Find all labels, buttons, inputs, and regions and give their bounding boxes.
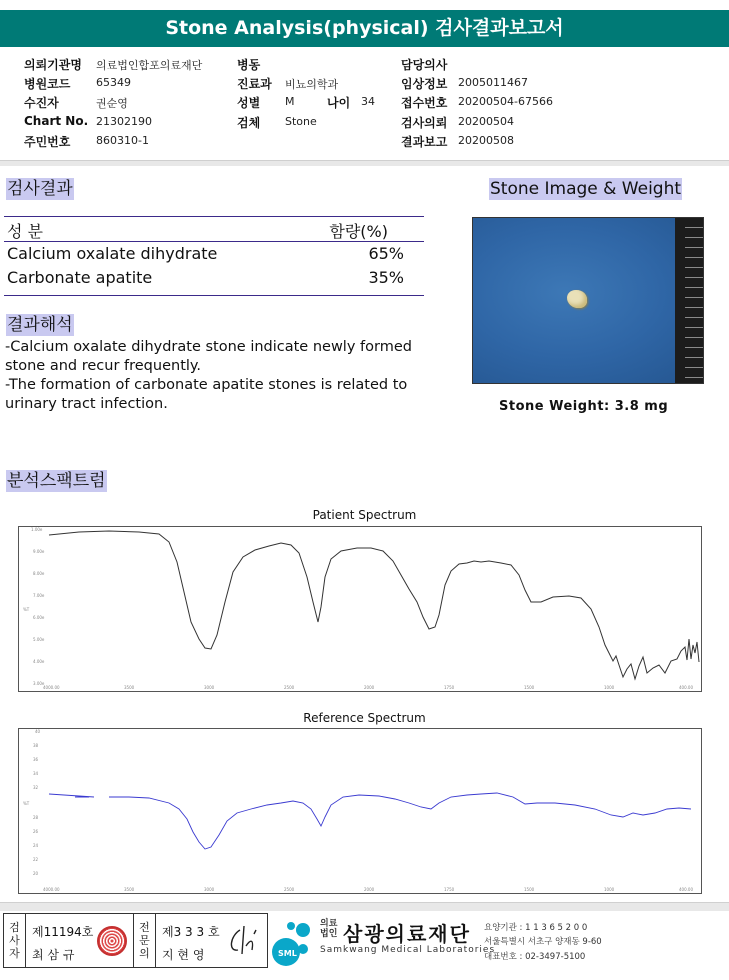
info-value-accession-no: 20200504-67566 bbox=[458, 95, 553, 108]
stone-weight: Stone Weight: 3.8 mg bbox=[499, 399, 669, 414]
svg-text:%T: %T bbox=[23, 607, 30, 612]
info-value-chart-no: 21302190 bbox=[96, 115, 152, 128]
corp-type-label bbox=[320, 919, 337, 939]
svg-text:9.00e: 9.00e bbox=[33, 549, 45, 554]
component-name: Carbonate apatite bbox=[7, 268, 153, 287]
patient-info bbox=[0, 56, 729, 156]
patient-spectrum-caption: Patient Spectrum bbox=[312, 508, 417, 522]
reference-spectrum-svg bbox=[19, 729, 701, 893]
table-bottom-rule bbox=[4, 290, 424, 296]
info-label-sex: 성별 bbox=[237, 96, 261, 110]
svg-text:6.00e: 6.00e bbox=[33, 615, 45, 620]
info-value-patient: 권순영 bbox=[96, 97, 128, 110]
svg-text:5.00e: 5.00e bbox=[33, 637, 45, 642]
info-value-clinical-info: 2005011467 bbox=[458, 76, 528, 89]
component-amount: 65% bbox=[368, 244, 404, 263]
stone-specimen bbox=[567, 290, 587, 308]
info-label-report-date: 결과보고 bbox=[401, 135, 448, 149]
svg-text:3500: 3500 bbox=[124, 887, 135, 892]
svg-text:34: 34 bbox=[33, 771, 39, 776]
header-component: 성 분 bbox=[7, 222, 43, 241]
report-title: Stone Analysis(physical) 검사결과보고서 bbox=[0, 10, 729, 47]
patient-spectrum-svg bbox=[19, 527, 701, 691]
svg-text:36: 36 bbox=[33, 757, 39, 762]
component-name: Calcium oxalate dihydrate bbox=[7, 244, 218, 263]
svg-text:2000: 2000 bbox=[364, 685, 375, 690]
company-address: 서울특별시 서초구 양재동 9-60 bbox=[484, 937, 602, 947]
inspector-name: 최 삼 규 bbox=[32, 948, 75, 962]
svg-text:2500: 2500 bbox=[284, 887, 295, 892]
inspector-seal-icon bbox=[97, 926, 127, 956]
info-label-doctor: 담당의사 bbox=[401, 58, 448, 72]
svg-text:22: 22 bbox=[33, 857, 39, 862]
specialist-license-no: 제3 3 3 호 bbox=[162, 925, 220, 939]
specialist-signature-icon bbox=[224, 922, 262, 958]
svg-text:28: 28 bbox=[33, 815, 39, 820]
info-value-specimen: Stone bbox=[285, 115, 317, 128]
patient-axis-ticks bbox=[23, 527, 693, 690]
header-amount: 함량(%) bbox=[329, 222, 388, 241]
specialist-name: 지 현 영 bbox=[162, 948, 205, 962]
svg-text:1000: 1000 bbox=[604, 887, 615, 892]
info-label-accession-no: 접수번호 bbox=[401, 96, 448, 110]
info-label-department: 진료과 bbox=[237, 77, 272, 91]
reference-spectrum-chart bbox=[18, 728, 702, 894]
svg-text:3000: 3000 bbox=[204, 685, 215, 690]
svg-text:1750: 1750 bbox=[444, 685, 455, 690]
svg-text:38: 38 bbox=[33, 743, 39, 748]
svg-text:1.00e: 1.00e bbox=[31, 527, 43, 532]
interpretation-line: -The formation of carbonate apatite stones is related to urinary tract infection. bbox=[5, 377, 408, 412]
info-label-ward: 병동 bbox=[237, 58, 261, 72]
reference-axis-ticks bbox=[23, 729, 693, 892]
svg-text:3000: 3000 bbox=[204, 887, 215, 892]
svg-text:2500: 2500 bbox=[284, 685, 295, 690]
info-value-age: 34 bbox=[361, 95, 375, 108]
svg-text:1500: 1500 bbox=[524, 685, 535, 690]
svg-text:4000.00: 4000.00 bbox=[43, 887, 60, 892]
info-value-institution: 의료법인합포의료재단 bbox=[96, 59, 203, 72]
report-footer bbox=[0, 913, 729, 980]
component-amount: 35% bbox=[368, 268, 404, 287]
corp-label-2: 법인 bbox=[320, 929, 338, 939]
info-value-hospital-code: 65349 bbox=[96, 76, 131, 89]
svg-text:8.00e: 8.00e bbox=[33, 571, 45, 576]
svg-text:40: 40 bbox=[35, 729, 41, 734]
info-label-resident-no: 주민번호 bbox=[24, 135, 71, 149]
spectrum-section-title: 분석스팩트럼 bbox=[7, 471, 106, 491]
table-row bbox=[4, 242, 424, 266]
svg-text:32: 32 bbox=[33, 785, 39, 790]
svg-text:4.00e: 4.00e bbox=[33, 659, 45, 664]
info-label-patient: 수진자 bbox=[24, 96, 59, 110]
inspector-license-no: 제11194호 bbox=[32, 925, 94, 939]
inspector-cell bbox=[26, 914, 134, 967]
table-row bbox=[4, 266, 424, 290]
svg-text:%T: %T bbox=[23, 801, 30, 806]
info-label-request-date: 검사의뢰 bbox=[401, 116, 448, 130]
patient-spectrum-line bbox=[49, 531, 699, 679]
composition-table bbox=[4, 216, 424, 296]
svg-text:1750: 1750 bbox=[444, 887, 455, 892]
results-section-title: 검사결과 bbox=[7, 179, 73, 199]
info-label-institution: 의뢰기관명 bbox=[24, 58, 82, 72]
ruler-scale bbox=[675, 218, 703, 383]
interpretation-text bbox=[5, 338, 425, 414]
interpretation-section-title: 결과해석 bbox=[7, 315, 73, 335]
info-value-request-date: 20200504 bbox=[458, 115, 514, 128]
svg-text:7.00e: 7.00e bbox=[33, 593, 45, 598]
info-label-clinical-info: 임상정보 bbox=[401, 77, 448, 91]
svg-text:1500: 1500 bbox=[524, 887, 535, 892]
info-value-department: 비뇨의학과 bbox=[285, 78, 339, 91]
reference-spectrum-caption: Reference Spectrum bbox=[303, 711, 426, 725]
svg-text:20: 20 bbox=[33, 871, 39, 876]
svg-text:1000: 1000 bbox=[604, 685, 615, 690]
corp-label-1: 의료 bbox=[320, 919, 338, 929]
company-english-name: Samkwang Medical Laboratories bbox=[320, 945, 496, 955]
bottom-divider bbox=[0, 902, 729, 911]
info-value-report-date: 20200508 bbox=[458, 134, 514, 147]
stone-section-title: Stone Image & Weight bbox=[490, 179, 682, 199]
patient-spectrum-chart bbox=[18, 526, 702, 692]
svg-text:3500: 3500 bbox=[124, 685, 135, 690]
svg-text:4000.00: 4000.00 bbox=[43, 685, 60, 690]
company-phone: 대표번호 : 02-3497-5100 bbox=[484, 952, 586, 962]
svg-text:26: 26 bbox=[33, 829, 39, 834]
signature-box bbox=[3, 913, 268, 968]
sml-logo-text: SML bbox=[278, 949, 297, 958]
inspector-label: 검사자 bbox=[4, 914, 26, 967]
specialist-cell bbox=[156, 914, 266, 967]
svg-text:24: 24 bbox=[33, 843, 39, 848]
info-label-age: 나이 bbox=[327, 96, 351, 110]
specialist-label: 전문의 bbox=[134, 914, 156, 967]
svg-text:400.00: 400.00 bbox=[679, 685, 693, 690]
stone-photo bbox=[472, 217, 704, 384]
info-label-chart-no: Chart No. bbox=[24, 114, 89, 128]
info-label-specimen: 검체 bbox=[237, 116, 261, 130]
sml-logo-icon bbox=[270, 915, 318, 967]
svg-text:2000: 2000 bbox=[364, 887, 375, 892]
table-header bbox=[4, 216, 424, 242]
company-name: 삼광의료재단 bbox=[343, 922, 471, 946]
svg-text:3.00e: 3.00e bbox=[33, 681, 45, 686]
svg-text:400.00: 400.00 bbox=[679, 887, 693, 892]
info-value-sex: M bbox=[285, 95, 295, 108]
info-value-resident-no: 860310-1 bbox=[96, 134, 149, 147]
interpretation-line: -Calcium oxalate dihydrate stone indicate newly formed stone and recur frequently. bbox=[5, 339, 412, 374]
agency-number: 요양기관 : 1 1 3 6 5 2 0 0 bbox=[484, 923, 588, 933]
info-label-hospital-code: 병원코드 bbox=[24, 77, 71, 91]
reference-spectrum-line bbox=[49, 793, 691, 849]
top-divider bbox=[0, 160, 729, 166]
